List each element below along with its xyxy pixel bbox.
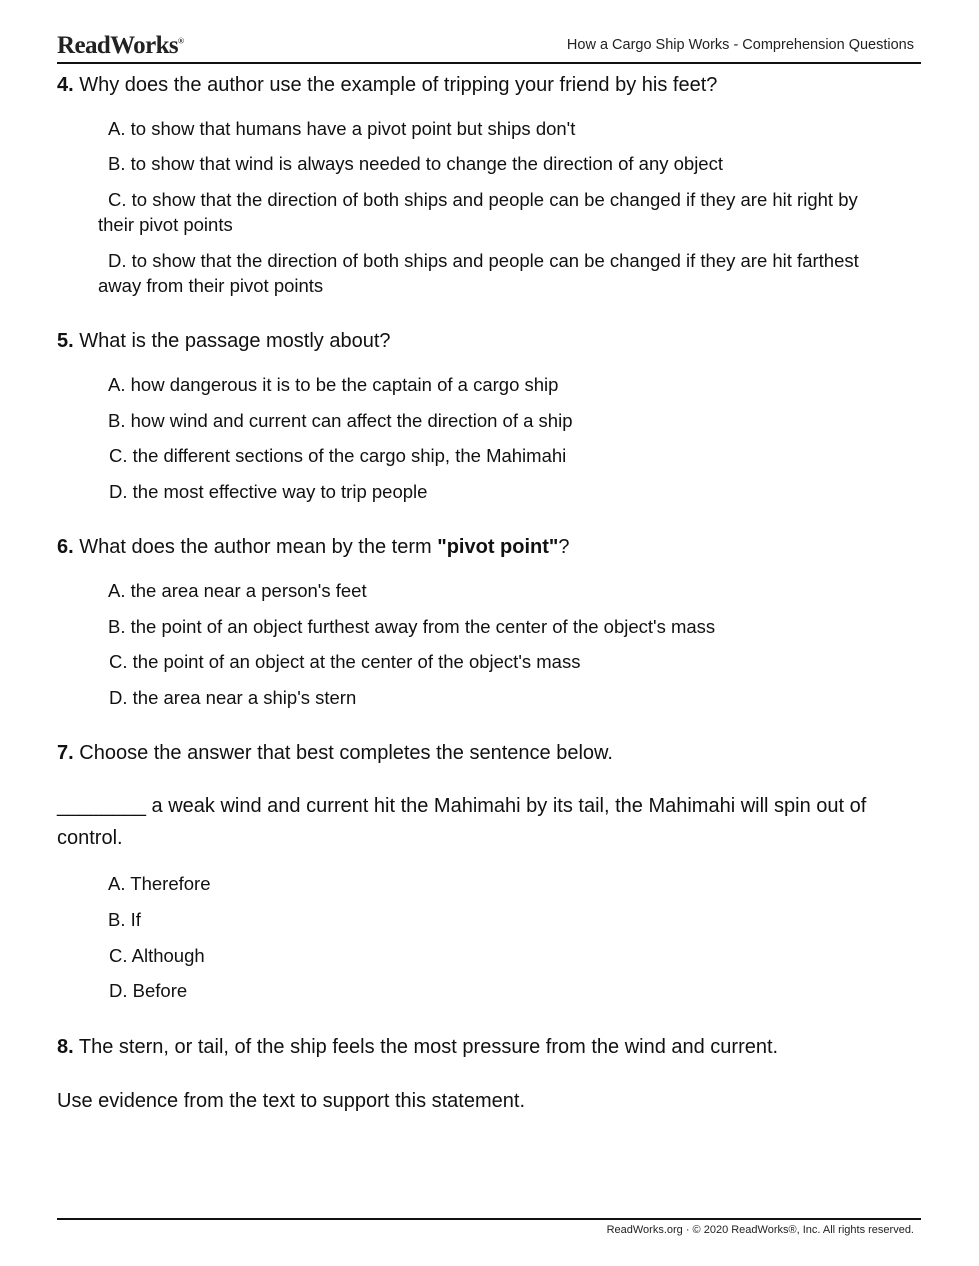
readworks-logo (57, 32, 183, 60)
document-title: How a Cargo Ship Works - Comprehension Questions (566, 37, 914, 53)
question-number: 4. (57, 74, 74, 96)
copyright-footer: ReadWorks.org · © 2020 ReadWorks®, Inc. All rights reserved. (606, 1224, 914, 1236)
q4-choice-c: C. to show that the direction of both ships and people can be changed if they are hit right by their pivot points (98, 189, 858, 235)
q7-choice-c: C. Although (109, 945, 205, 966)
page-header (57, 28, 921, 64)
question-text: Why does the author use the example of tripping your friend by his feet? (79, 74, 718, 96)
footer-divider (57, 1218, 921, 1220)
q7-sentence: ________ a weak wind and current hit the Mahimahi by its tail, the Mahimahi will spin out of control. (57, 795, 867, 849)
logo-registered-mark: ® (178, 36, 184, 46)
logo-text: ReadWorks (57, 32, 179, 59)
q4-choice-a: A. to show that humans have a pivot point but ships don't (108, 118, 576, 139)
q8-instruction: Use evidence from the text to support this statement. (57, 1090, 526, 1112)
question-text: What does the author mean by the term (79, 536, 438, 558)
q5-choice-b: B. how wind and current can affect the direction of a ship (108, 410, 573, 431)
q6-choice-c: C. the point of an object at the center of the object's mass (109, 651, 581, 672)
question-text-end: ? (558, 536, 570, 558)
q4-choice-b: B. to show that wind is always needed to change the direction of any object (108, 153, 723, 174)
q6-choice-d: D. the area near a ship's stern (109, 687, 357, 708)
q5-choice-a: A. how dangerous it is to be the captain of a cargo ship (108, 374, 559, 395)
question-term: "pivot point" (437, 536, 559, 558)
q6-choice-b: B. the point of an object furthest away from the center of the object's mass (108, 616, 716, 637)
question-text: The stern, or tail, of the ship feels the most pressure from the wind and current. (78, 1036, 779, 1058)
q4-choice-d: D. to show that the direction of both ships and people can be changed if they are hit farthest away from their pivot points (98, 250, 859, 296)
question-number: 8. (57, 1036, 74, 1058)
q5-choice-d: D. the most effective way to trip people (109, 481, 428, 502)
question-text: What is the passage mostly about? (79, 330, 391, 352)
question-8 (57, 1034, 778, 1060)
question-number: 5. (57, 330, 74, 352)
question-4 (57, 72, 717, 98)
question-number: 7. (57, 742, 74, 764)
question-5 (57, 328, 391, 354)
question-text: Choose the answer that best completes the sentence below. (79, 742, 613, 764)
q7-choice-d: D. Before (109, 980, 188, 1001)
question-7 (57, 740, 613, 766)
q6-choice-a: A. the area near a person's feet (108, 580, 367, 601)
q7-choice-a: A. Therefore (108, 873, 211, 894)
q5-choice-c: C. the different sections of the cargo ship, the Mahimahi (109, 445, 567, 466)
q7-choice-b: B. If (108, 909, 141, 930)
question-6 (57, 534, 570, 560)
question-number: 6. (57, 536, 74, 558)
